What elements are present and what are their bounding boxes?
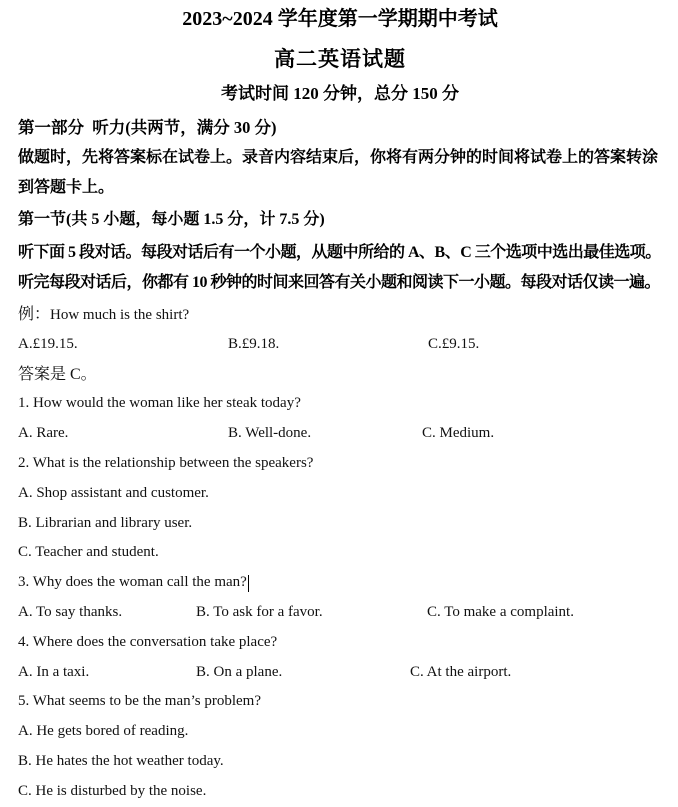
option-c: C. Medium. bbox=[422, 425, 495, 442]
question-text: 3. Why does the woman call the man? bbox=[18, 568, 662, 598]
example-question-line bbox=[18, 300, 662, 330]
listening-section-body bbox=[18, 300, 662, 807]
exam-subtitle: 高二英语试题 bbox=[274, 47, 406, 71]
option-a: A. To say thanks. bbox=[18, 603, 123, 620]
option-a: A. In a taxi. bbox=[18, 663, 90, 680]
example-options-row bbox=[18, 330, 662, 360]
example-option-c: C.£9.15. bbox=[428, 335, 480, 352]
example-option-a: A.£19.15. bbox=[18, 335, 78, 352]
example-option-b: B.£9.18. bbox=[228, 335, 280, 352]
directions-line: 听下面 5 段对话。每段对话后有一个小题，从题中所给的 A、B、C 三个选项中选出最佳选项。 bbox=[18, 244, 661, 261]
question-text: 5. What seems to be the man’s problem? bbox=[18, 693, 261, 710]
options-row bbox=[18, 419, 662, 449]
part1-instructions bbox=[18, 143, 662, 203]
question-text: 2. What is the relationship between the speakers? bbox=[18, 454, 314, 471]
option-a: A. Shop assistant and customer. bbox=[18, 484, 209, 501]
instructions-line: 到答题卡上。 bbox=[18, 179, 115, 196]
option-b: B. Well-done. bbox=[228, 425, 312, 442]
exam-title: 2023~2024 学年度第一学期期中考试 bbox=[182, 8, 498, 30]
section1-heading: 第一节(共 5 小题，每小题 1.5 分，计 7.5 分) bbox=[18, 211, 325, 228]
part1-heading: 第一部分 听力(共两节，满分 30 分) bbox=[18, 118, 277, 137]
option-c: C. Teacher and student. bbox=[18, 544, 159, 561]
example-question-text: How much is the shirt? bbox=[50, 307, 190, 323]
example-answer: 答案是 C。 bbox=[18, 365, 97, 383]
section1-directions bbox=[18, 238, 662, 298]
option-b: B. On a plane. bbox=[196, 663, 283, 680]
question-text: 1. How would the woman like her steak today? bbox=[18, 395, 301, 412]
example-label: 例： bbox=[18, 306, 51, 323]
question-text: 4. Where does the conversation take place? bbox=[18, 633, 278, 650]
options-row bbox=[18, 658, 662, 688]
option-a: A. He gets bored of reading. bbox=[18, 723, 189, 740]
option-b: B. To ask for a favor. bbox=[196, 603, 323, 620]
questions-list bbox=[18, 389, 662, 806]
option-c: C. To make a complaint. bbox=[427, 603, 574, 620]
directions-line: 听完每段对话后，你都有 10 秒钟的时间来回答有关小题和阅读下一小题。每段对话仅读一遍。 bbox=[18, 274, 661, 291]
instructions-line: 做题时，先将答案标在试卷上。录音内容结束后，你将有两分钟的时间将试卷上的答案转涂 bbox=[18, 149, 659, 166]
exam-duration-score: 考试时间 120 分钟，总分 150 分 bbox=[221, 84, 459, 103]
option-b: B. He hates the hot weather today. bbox=[18, 752, 224, 769]
option-c: C. He is disturbed by the noise. bbox=[18, 782, 207, 799]
option-b: B. Librarian and library user. bbox=[18, 514, 193, 531]
option-c: C. At the airport. bbox=[410, 663, 512, 680]
exam-document-page[interactable] bbox=[0, 6, 678, 800]
text-cursor bbox=[248, 575, 250, 592]
options-row bbox=[18, 598, 662, 628]
option-a: A. Rare. bbox=[18, 425, 69, 442]
